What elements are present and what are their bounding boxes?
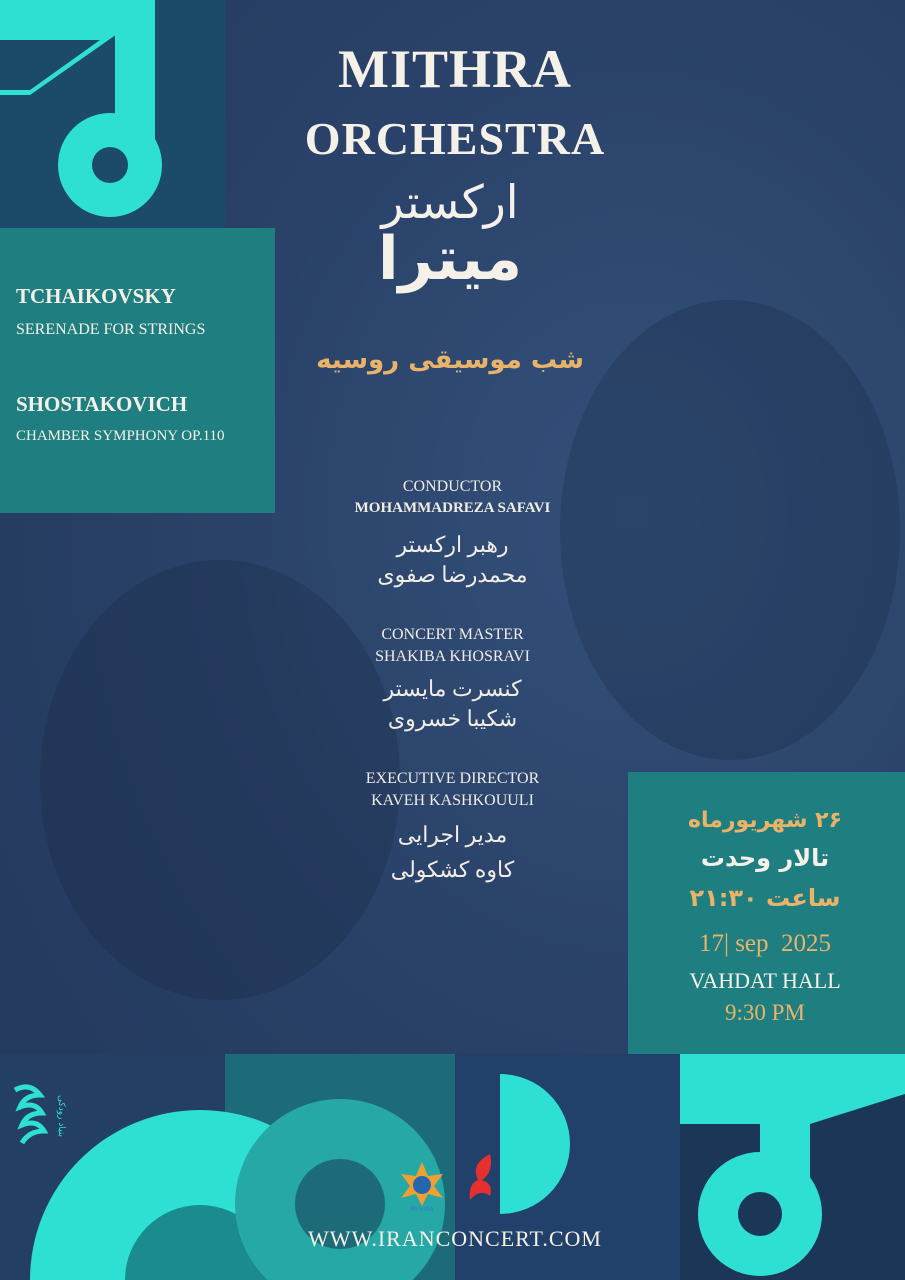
mithra-logo-text: MITHRA [410, 1206, 434, 1213]
credit-3-name-fa: کاوه کشکولی [390, 857, 515, 882]
composer-1: TCHAIKOVSKY [16, 284, 176, 308]
event-time-fa: ساعت ۲۱:۳۰ [689, 884, 841, 912]
partner-logo-icon [460, 1150, 502, 1210]
rudaki-logo-text: بنیاد رودکی [56, 1095, 66, 1138]
credit-3-name-en: KAVEH KASHKOUULI [371, 792, 534, 809]
note-block-top-left [0, 0, 225, 228]
credit-2-name-en: SHAKIBA KHOSRAVI [375, 648, 530, 665]
note-head-hole [738, 1192, 782, 1236]
credit-2-name-fa: شکیبا خسروی [387, 706, 518, 731]
note-flag-shape [680, 1054, 905, 1124]
title-line-1: MITHRA [338, 39, 572, 99]
website-url[interactable]: WWW.IRANCONCERT.COM [308, 1226, 602, 1251]
rudaki-logo-icon [10, 1080, 50, 1155]
subtitle-fa: شب موسیقی روسیه [316, 345, 584, 375]
composer-2: SHOSTAKOVICH [16, 392, 188, 416]
rudaki-foundation-logo [10, 1080, 50, 1155]
work-2: CHAMBER SYMPHONY OP.110 [16, 428, 225, 444]
credit-1-role-en: CONDUCTOR [402, 478, 503, 495]
event-venue-en: VAHDAT HALL [689, 968, 841, 993]
event-venue-fa: تالار وحدت [700, 844, 830, 872]
partner-logo [460, 1150, 502, 1210]
event-date-en: 17| sep 2025 [698, 930, 832, 957]
mithra-star-icon [398, 1160, 446, 1208]
event-date-fa: ۲۶ شهریورماه [688, 808, 842, 833]
title-line-2: ORCHESTRA [304, 113, 606, 164]
title-fa-line-2: میترا [377, 224, 523, 294]
portrait-silhouette-right [560, 300, 900, 760]
title-fa-line-1: ارکستر [381, 175, 519, 229]
credit-1-role-fa: رهبر ارکستر [396, 532, 509, 557]
credit-3-role-fa: مدیر اجرایی [397, 822, 508, 847]
program-panel [0, 228, 275, 513]
music-note-icon [0, 0, 225, 228]
mithra-logo [398, 1160, 446, 1208]
credit-1-name-fa: محمدرضا صفوی [377, 562, 528, 587]
work-1: SERENADE FOR STRINGS [16, 321, 206, 338]
credit-3-role-en: EXECUTIVE DIRECTOR [365, 770, 540, 787]
half-circle-shape [500, 1074, 570, 1214]
credit-1-name-en: MOHAMMADREZA SAFAVI [354, 500, 551, 516]
credit-2-role-fa: کنسرت مایستر [383, 676, 522, 701]
event-time-en: 9:30 PM [725, 1000, 805, 1025]
credit-2-role-en: CONCERT MASTER [381, 626, 524, 643]
